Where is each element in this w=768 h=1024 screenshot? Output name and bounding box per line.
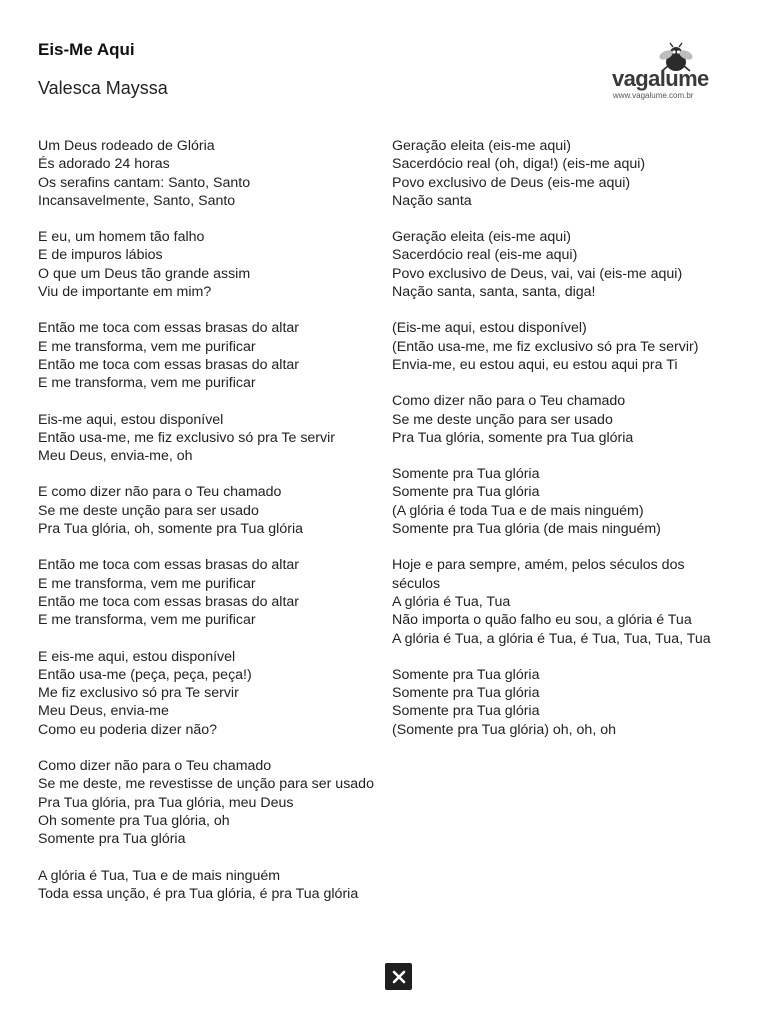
lyric-line: Um Deus rodeado de Glória [38,138,215,154]
lyric-line: Hoje e para sempre, amém, pelos séculos dos séculos [392,557,685,592]
lyric-line: (Somente pra Tua glória) oh, oh, oh [392,721,616,738]
stanza [38,411,378,466]
lyric-line: Geração eleita (eis-me aqui) [392,229,571,246]
lyric-line: Nação santa [392,192,472,209]
lyric-line: (Eis-me aqui, estou disponível) [392,320,587,337]
stanza [38,648,378,739]
lyric-line: Somente pra Tua glória (de mais ninguém) [392,521,661,538]
vagalume-logo[interactable] [606,42,730,102]
stanza [392,556,732,647]
stanza [392,228,732,301]
lyric-line: O que um Deus tão grande assim [38,265,251,282]
lyric-line: Somente pra Tua glória [392,703,540,720]
lyric-line: Então me toca com essas brasas do altar [38,557,300,574]
lyric-line: Então me toca com essas brasas do altar [38,593,300,610]
lyric-line: Somente pra Tua glória [392,484,540,501]
lyric-line: A glória é Tua, Tua e de mais ninguém [38,867,281,884]
stanza [392,465,732,538]
lyric-line: Se me deste, me revestisse de unção para ser usado [38,776,374,793]
lyric-line: Sacerdócio real (eis-me aqui) [392,247,578,264]
lyric-line: Oh somente pra Tua glória, oh [38,812,230,829]
lyric-line: Então me toca com essas brasas do altar [38,356,300,373]
lyric-line: E de impuros lábios [38,247,163,264]
lyric-line: Me fiz exclusivo só pra Te servir [38,685,239,702]
lyric-line: Como eu poderia dizer não? [38,721,218,738]
stanza [38,483,378,538]
song-title: Eis-Me Aqui [38,40,135,59]
stanza [38,137,378,210]
lyric-line: Não importa o quão falho eu sou, a glória é Tua [392,612,692,629]
lyric-line: Como dizer não para o Teu chamado [38,758,272,775]
stanza [392,666,732,739]
lyric-line: Povo exclusivo de Deus (eis-me aqui) [392,174,631,191]
lyric-line: Os serafins cantam: Santo, Santo [38,174,251,191]
lyric-line: Toda essa unção, é pra Tua glória, é pra Tua glória [38,885,359,902]
lyric-line: E eis-me aqui, estou disponível [38,648,236,665]
stanza [38,556,378,629]
stanza [38,319,378,392]
logo-url[interactable]: www.vagalume.com.br [613,91,694,100]
lyric-line: Somente pra Tua glória [392,466,540,483]
lyric-line: E me transforma, vem me purificar [38,575,256,592]
lyrics-column-right [392,137,732,757]
lyric-line: A glória é Tua, Tua [392,593,511,610]
lyric-line: Pra Tua glória, pra Tua glória, meu Deus [38,794,294,811]
stanza [38,867,378,904]
lyric-line: Pra Tua glória, somente pra Tua glória [392,429,634,446]
lyric-line: Sacerdócio real (oh, diga!) (eis-me aqui) [392,156,646,173]
lyric-line: Então usa-me, me fiz exclusivo só pra Te servir [38,429,336,446]
logo-wordmark: vagalume [612,66,709,91]
lyric-line: Se me deste unção para ser usado [392,411,613,428]
lyric-line: Como dizer não para o Teu chamado [392,393,626,410]
lyric-line: E me transforma, vem me purificar [38,612,256,629]
lyric-line: Eis-me aqui, estou disponível [38,411,224,428]
lyric-line: E me transforma, vem me purificar [38,338,256,355]
lyric-line: Então me toca com essas brasas do altar [38,320,300,337]
lyric-line: Incansavelmente, Santo, Santo [38,192,236,209]
lyric-line: Meu Deus, envia-me, oh [38,448,193,465]
lyric-line: Nação santa, santa, santa, diga! [392,284,596,301]
lyric-line: Então usa-me (peça, peça, peça!) [38,666,252,683]
stanza [392,137,732,210]
artist-name: Valesca Mayssa [38,78,168,98]
lyric-line: Povo exclusivo de Deus, vai, vai (eis-me aqui) [392,265,683,282]
lyric-line: Envia-me, eu estou aqui, eu estou aqui pra Ti [392,356,678,373]
lyric-line: E me transforma, vem me purificar [38,375,256,392]
lyric-line: Se me deste unção para ser usado [38,502,259,519]
stanza [38,757,378,848]
close-icon [392,970,406,984]
lyrics-column-left [38,137,378,921]
stanza [392,319,732,374]
lyric-line: Geração eleita (eis-me aqui) [392,138,571,154]
lyric-line: (A glória é toda Tua e de mais ninguém) [392,502,644,519]
stanza [38,228,378,301]
lyric-line: Pra Tua glória, oh, somente pra Tua glória [38,521,303,538]
lyric-line: Somente pra Tua glória [38,831,186,848]
lyric-line: Viu de importante em mim? [38,284,212,301]
stanza [392,392,732,447]
lyric-line: Somente pra Tua glória [392,685,540,702]
close-button[interactable] [385,963,412,990]
lyric-line: (Então usa-me, me fiz exclusivo só pra Te servir) [392,338,699,355]
lyric-line: E eu, um homem tão falho [38,229,205,246]
lyric-line: A glória é Tua, a glória é Tua, é Tua, Tua, Tua, Tua [392,630,711,647]
lyric-line: Meu Deus, envia-me [38,703,169,720]
lyric-line: És adorado 24 horas [38,156,170,173]
lyric-line: E como dizer não para o Teu chamado [38,484,282,501]
lyric-line: Somente pra Tua glória [392,666,540,683]
